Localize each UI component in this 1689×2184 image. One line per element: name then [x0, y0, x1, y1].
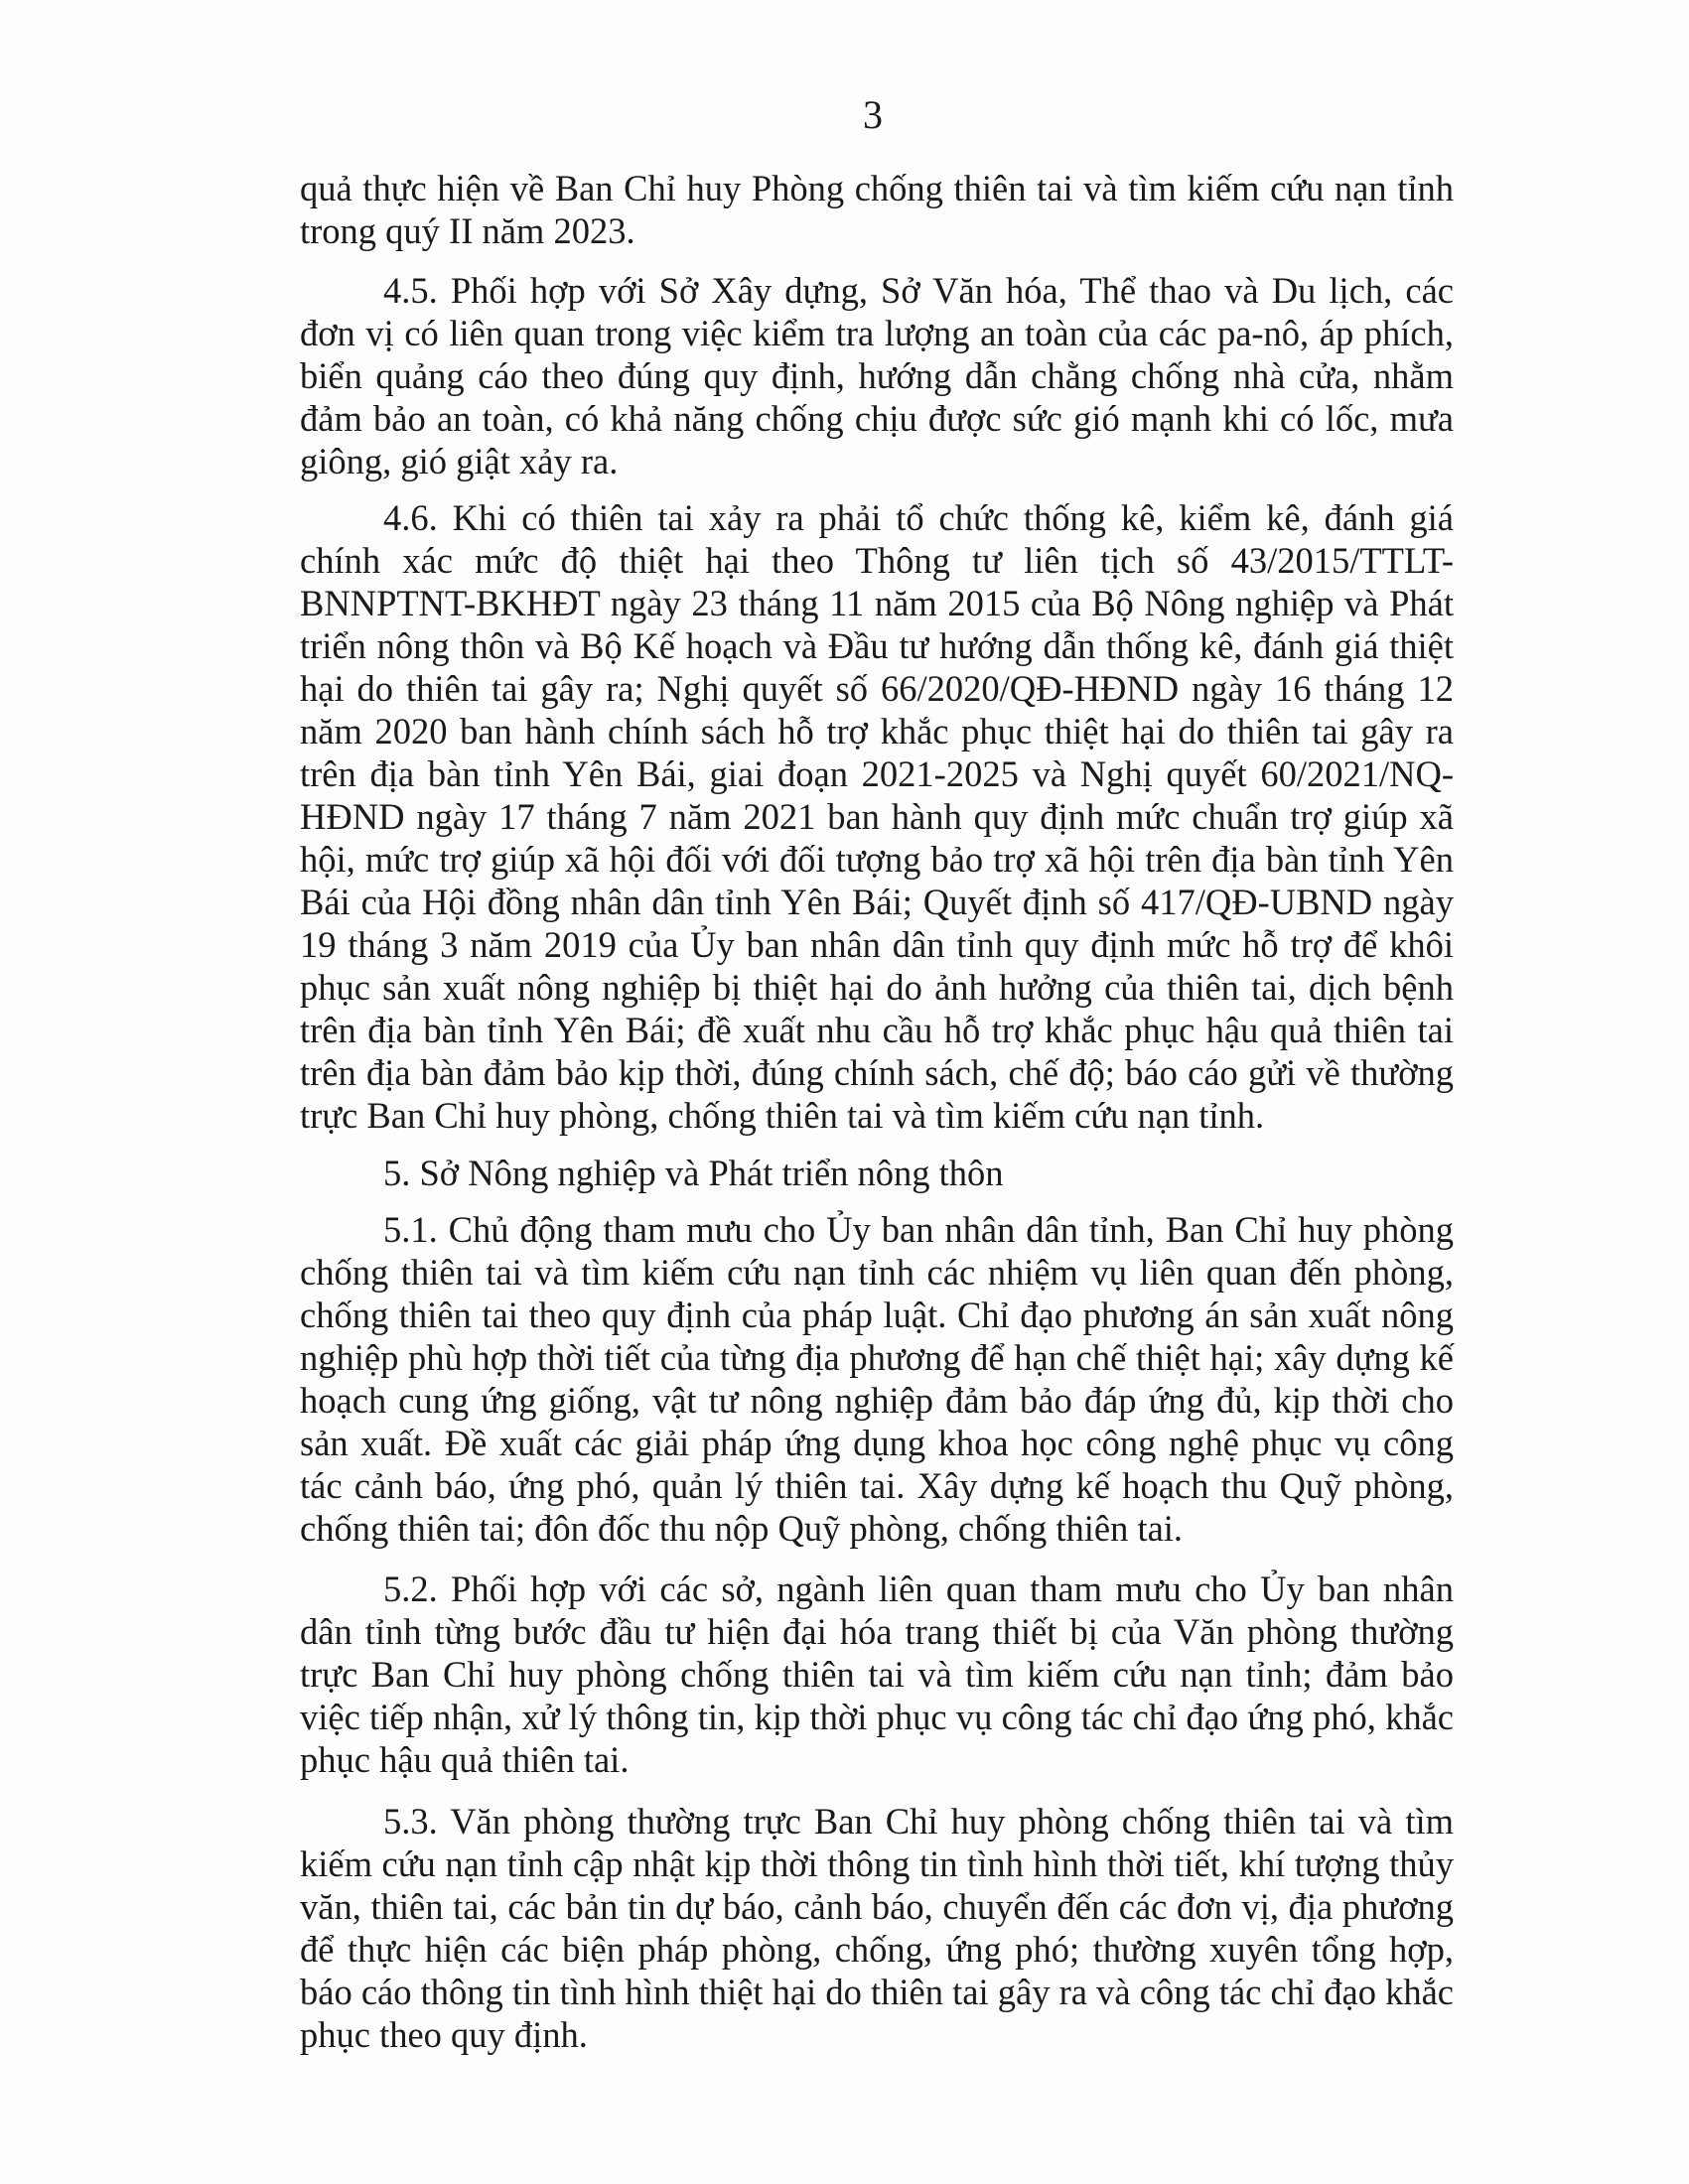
paragraph-continuation: quả thực hiện về Ban Chỉ huy Phòng chống thiên tai và tìm kiếm cứu nạn tỉnh trong quý II năm 2023.: [300, 168, 1454, 251]
paragraph-4-6: 4.6. Khi có thiên tai xảy ra phải tổ chức thống kê, kiểm kê, đánh giá chính xác mức độ thiệt hại theo Thông tư liên tịch số 43/2015/TTLT-BNNPTNT-BKHĐT ngày 23 tháng 11 năm 2015 của Bộ Nông nghiệp và Phát triển nông thôn và Bộ Kế hoạch và Đầu tư hướng dẫn thống kê, đánh giá thiệt hại do thiên tai gây ra; Nghị quyết số 66/2020/QĐ-HĐND ngày 16 tháng 12 năm 2020 ban hành chính sách hỗ trợ khắc phục thiệt hại do thiên tai gây ra trên địa bàn tỉnh Yên Bái, giai đoạn 2021-2025 và Nghị quyết 60/2021/NQ-HĐND ngày 17 tháng 7 năm 2021 ban hành quy định mức chuẩn trợ giúp xã hội, mức trợ giúp xã hội đối với đối tượng bảo trợ xã hội trên địa bàn tỉnh Yên Bái của Hội đồng nhân dân tỉnh Yên Bái; Quyết định số 417/QĐ-UBND ngày 19 tháng 3 năm 2019 của Ủy ban nhân dân tỉnh quy định mức hỗ trợ để khôi phục sản xuất nông nghiệp bị thiệt hại do ảnh hưởng của thiên tai, dịch bệnh trên địa bàn tỉnh Yên Bái; đề xuất nhu cầu hỗ trợ khắc phục hậu quả thiên tai trên địa bàn đảm bảo kịp thời, đúng chính sách, chế độ; báo cáo gửi về thường trực Ban Chỉ huy phòng, chống thiên tai và tìm kiếm cứu nạn tỉnh.: [300, 497, 1454, 1136]
page-number: 3: [863, 92, 883, 137]
paragraph-5-1: 5.1. Chủ động tham mưu cho Ủy ban nhân dân tỉnh, Ban Chỉ huy phòng chống thiên tai và tìm kiếm cứu nạn tỉnh các nhiệm vụ liên quan đến phòng, chống thiên tai theo quy định của pháp luật. Chỉ đạo phương án sản xuất nông nghiệp phù hợp thời tiết của từng địa phương để hạn chế thiệt hại; xây dựng kế hoạch cung ứng giống, vật tư nông nghiệp đảm bảo đáp ứng đủ, kịp thời cho sản xuất. Đề xuất các giải pháp ứng dụng khoa học công nghệ phục vụ công tác cảnh báo, ứng phó, quản lý thiên tai. Xây dựng kế hoạch thu Quỹ phòng, chống thiên tai; đôn đốc thu nộp Quỹ phòng, chống thiên tai.: [300, 1209, 1454, 1549]
document-body: [300, 167, 1454, 2056]
paragraph-5-2: 5.2. Phối hợp với các sở, ngành liên quan tham mưu cho Ủy ban nhân dân tỉnh từng bước đầu tư hiện đại hóa trang thiết bị của Văn phòng thường trực Ban Chỉ huy phòng chống thiên tai và tìm kiếm cứu nạn tỉnh; đảm bảo việc tiếp nhận, xử lý thông tin, kịp thời phục vụ công tác chỉ đạo ứng phó, khắc phục hậu quả thiên tai.: [300, 1569, 1454, 1780]
paragraph-5-3: 5.3. Văn phòng thường trực Ban Chỉ huy phòng chống thiên tai và tìm kiếm cứu nạn tỉnh cập nhật kịp thời thông tin tình hình thời tiết, khí tượng thủy văn, thiên tai, các bản tin dự báo, cảnh báo, chuyển đến các đơn vị, địa phương để thực hiện các biện pháp phòng, chống, ứng phó; thường xuyên tổng hợp, báo cáo thông tin tình hình thiệt hại do thiên tai gây ra và công tác chỉ đạo khắc phục theo quy định.: [300, 1801, 1454, 2055]
paragraph-4-5: 4.5. Phối hợp với Sở Xây dựng, Sở Văn hóa, Thể thao và Du lịch, các đơn vị có liên quan trong việc kiểm tra lượng an toàn của các pa-nô, áp phích, biển quảng cáo theo đúng quy định, hướng dẫn chằng chống nhà cửa, nhằm đảm bảo an toàn, có khả năng chống chịu được sức gió mạnh khi có lốc, mưa giông, gió giật xảy ra.: [300, 270, 1454, 481]
section-heading-5: 5. Sở Nông nghiệp và Phát triển nông thôn: [383, 1153, 1004, 1193]
